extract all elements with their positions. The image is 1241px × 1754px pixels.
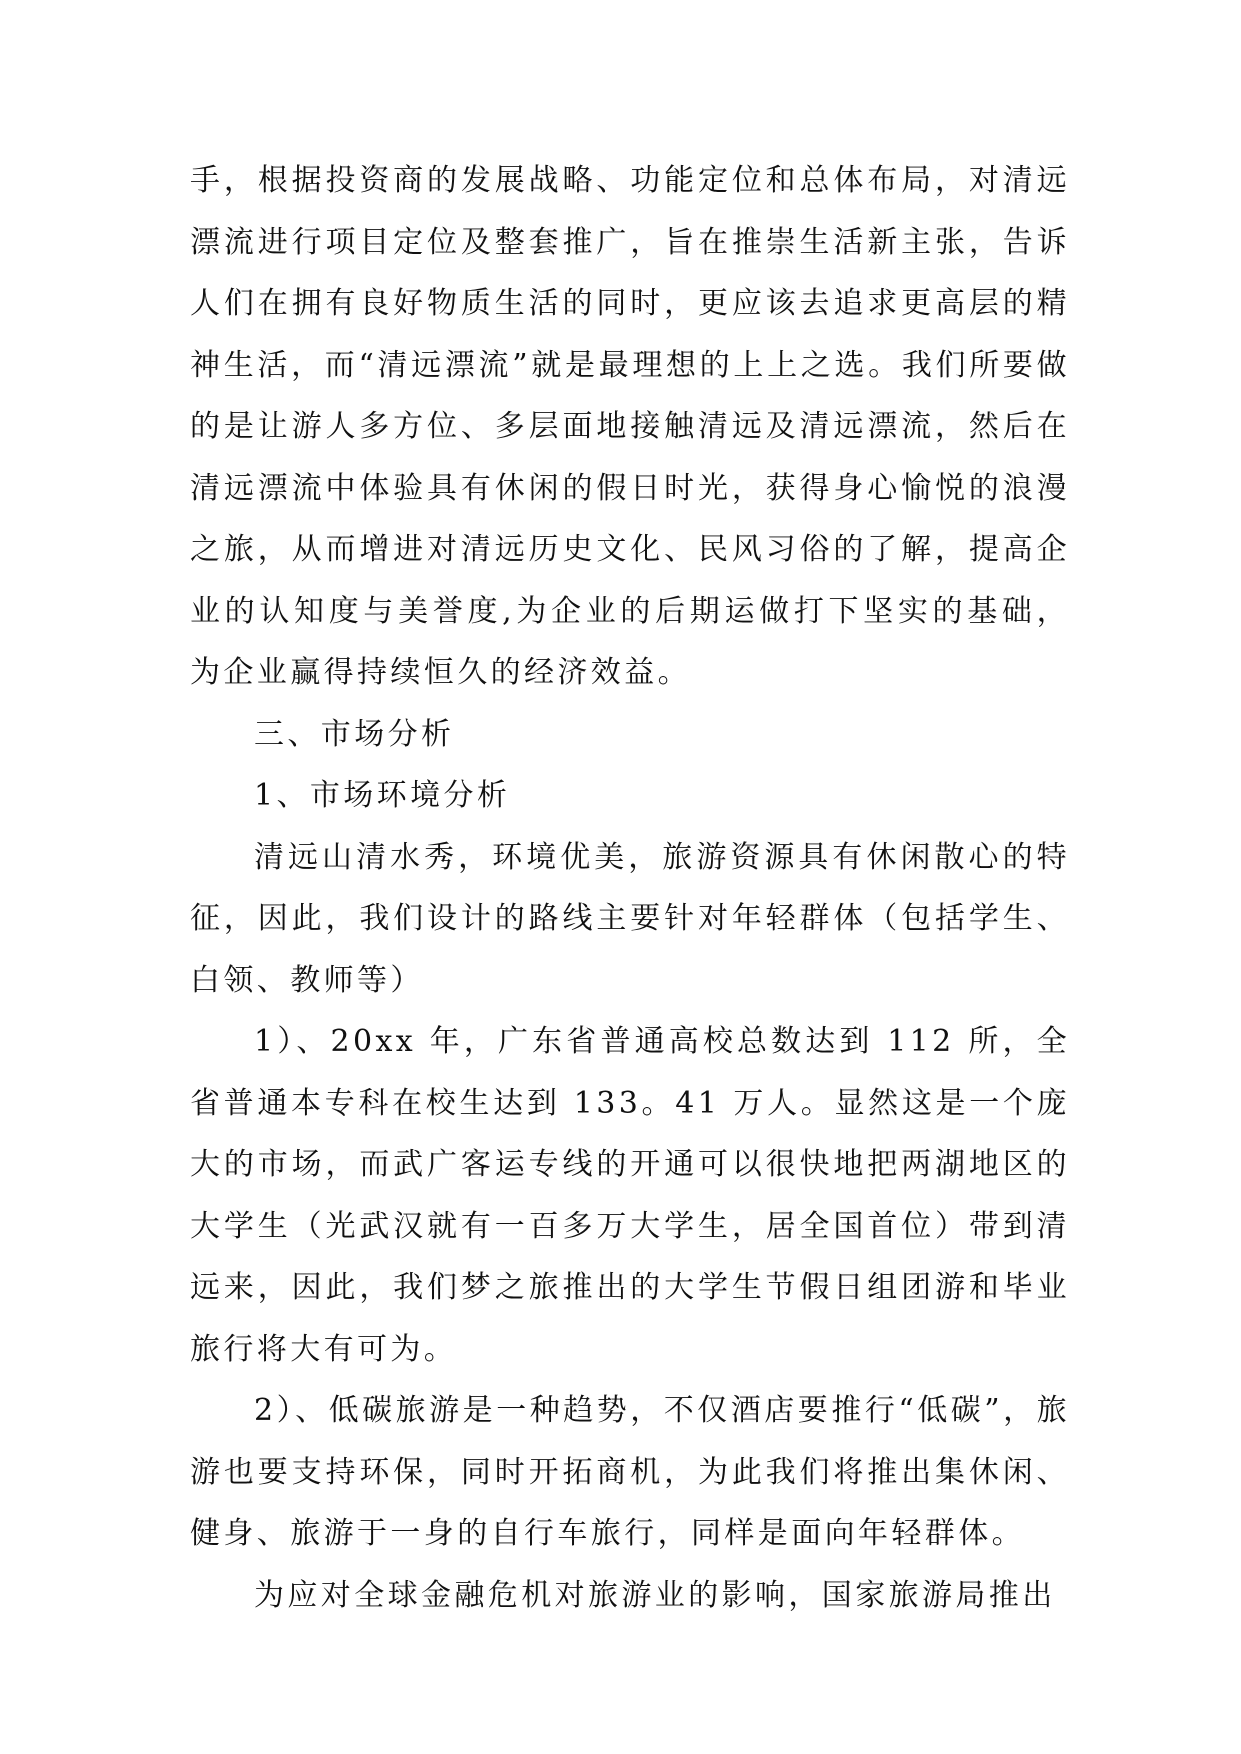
subsection-heading-market-environment: 1、市场环境分析 xyxy=(254,778,511,813)
paragraph-continuation: 手，根据投资商的发展战略、功能定位和总体布局，对清远漂流进行项目定位及整套推广，旨在推崇生活新主张，告诉人们在拥有良好物质生活的同时，更应该去追求更高层的精神生活，而“清远漂流”就是最理想的上上之选。我们所要做的是让游人多方位、多层面地接触清远及清远漂流，然后在清远漂流中体验具有休闲的假日时光，获得身心愉悦的浪漫之旅，从而增进对清远历史文化、民风习俗的了解，提高企业的认知度与美誉度,为企业的后期运做打下坚实的基础，为企业赢得持续恒久的经济效益。 xyxy=(190,163,1070,690)
document-body xyxy=(190,150,1070,1626)
paragraph-environment: 清远山清水秀，环境优美，旅游资源具有休闲散心的特征，因此，我们设计的路线主要针对年轻群体（包括学生、白领、教师等） xyxy=(190,839,1070,998)
section-heading-market-analysis: 三、市场分析 xyxy=(254,716,455,752)
paragraph-point-1: 1）、20xx 年，广东省普通高校总数达到 112 所，全省普通本专科在校生达到 133。41 万人。显然这是一个庞大的市场，而武广客运专线的开通可以很快地把两湖地区的大学生（光武汉就有一百多万大学生，居全国首位）带到清远来，因此，我们梦之旅推出的大学生节假日组团游和毕业旅行将大有可为。 xyxy=(190,1024,1070,1367)
paragraph-point-2: 2）、低碳旅游是一种趋势，不仅酒店要推行“低碳”，旅游也要支持环保，同时开拓商机，为此我们将推出集休闲、健身、旅游于一身的自行车旅行，同样是面向年轻群体。 xyxy=(190,1393,1070,1551)
paragraph-financial-crisis: 为应对全球金融危机对旅游业的影响，国家旅游局推出 xyxy=(254,1577,1056,1613)
